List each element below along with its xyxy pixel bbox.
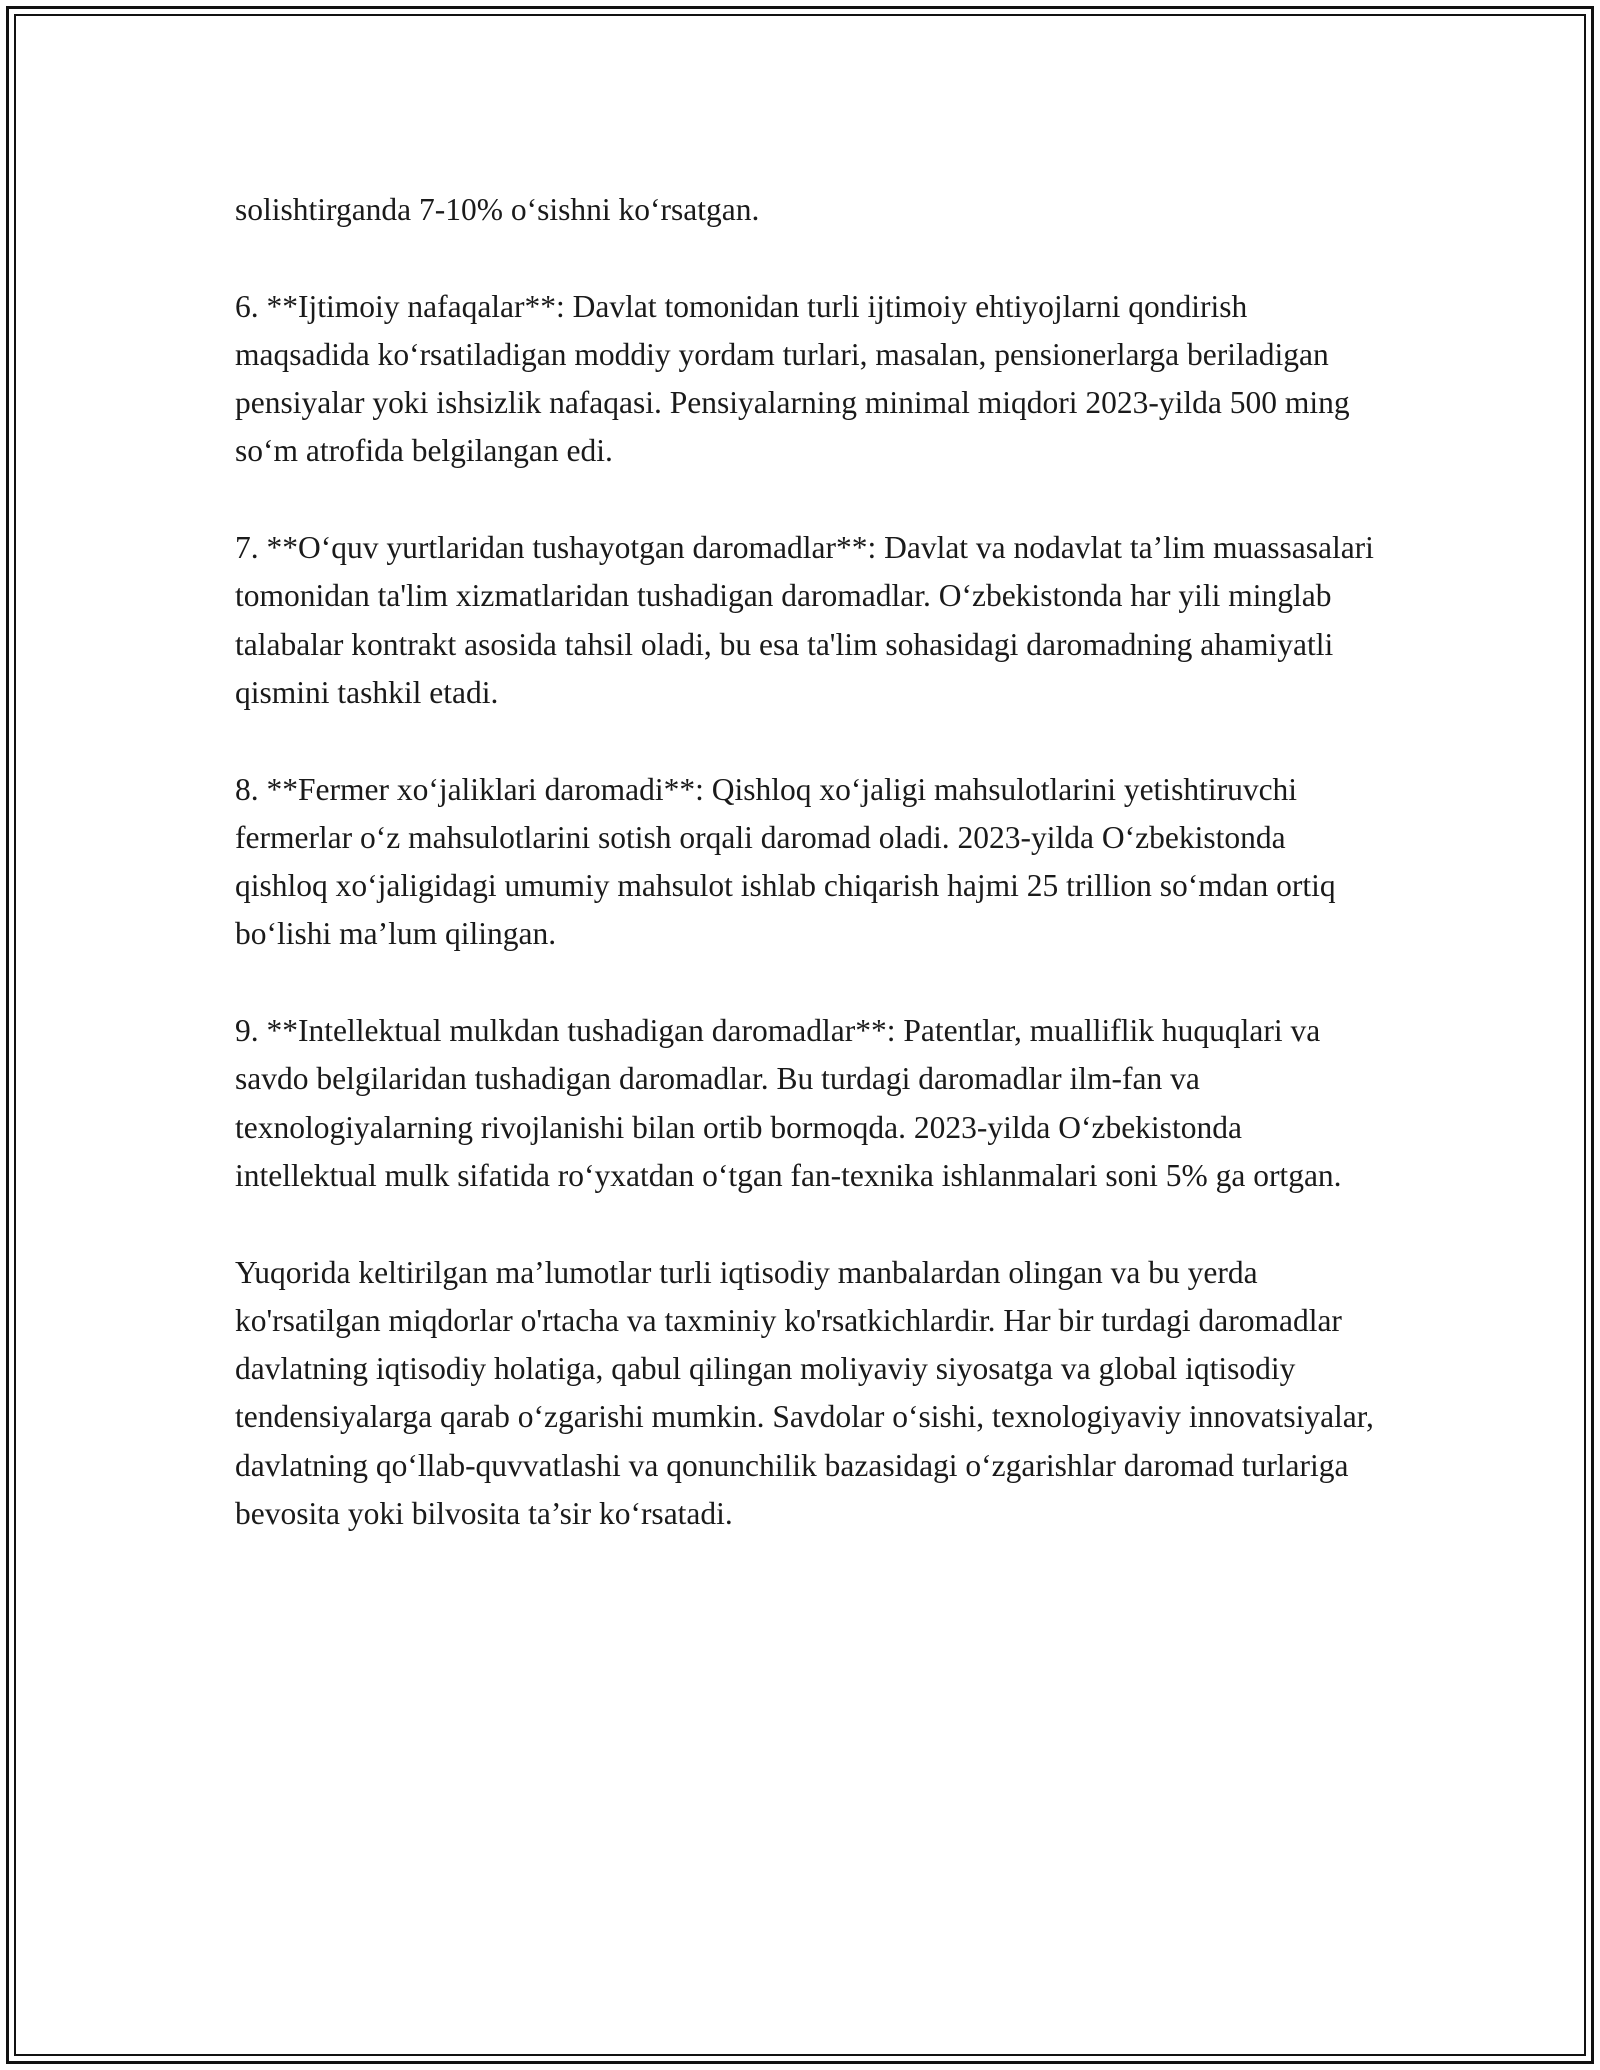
paragraph-conclusion: Yuqorida keltirilgan ma’lumotlar turli iqtisodiy manbalardan olingan va bu yerda ko'rsatilgan miqdorlar o'rtacha va taxminiy ko'rsatkichlardir. Har bir turdagi daromadlar davlatning iqtisodiy holatiga, qabul qilingan moliyaviy siyosatga va global iqtisodiy tendensiyalarga qarab o‘zgarishi mumkin. Savdolar o‘sishi, texnologiyaviy innovatsiyalar, davlatning qo‘llab-quvvatlashi va qonunchilik bazasidagi o‘zgarishlar daromad turlariga bevosita yoki bilvosita ta’sir ko‘rsatadi. [235, 1254, 1374, 1532]
paragraph-item-8-farm-income: 8. **Fermer xo‘jaliklari daromadi**: Qishloq xo‘jaligi mahsulotlarini yetishtiruvchi fermerlar o‘z mahsulotlarini sotish orqali daromad oladi. 2023-yilda O‘zbekistonda qishloq xo‘jaligidagi umumiy mahsulot ishlab chiqarish hajmi 25 trillion so‘mdan ortiq bo‘lishi ma’lum qilingan. [235, 771, 1336, 952]
paragraph-item-7-education-income: 7. **O‘quv yurtlaridan tushayotgan daromadlar**: Davlat va nodavlat ta’lim muassasalari tomonidan ta'lim xizmatlaridan tushadigan daromadlar. O‘zbekistonda har yili minglab talabalar kontrakt asosida tahsil oladi, bu esa ta'lim sohasidagi daromadning ahamiyatli qismini tashkil etadi. [235, 530, 1374, 710]
paragraph-item-9-intellectual-property: 9. **Intellektual mulkdan tushadigan daromadlar**: Patentlar, mualliflik huquqlari va savdo belgilaridan tushadigan daromadlar. Bu turdagi daromadlar ilm-fan va texnologiyalarning rivojlanishi bilan ortib bormoqda. 2023-yilda O‘zbekistonda intellektual mulk sifatida ro‘yxatdan o‘tgan fan-texnika ishlanmalari soni 5% ga ortgan. [235, 1013, 1342, 1193]
document-body [235, 186, 1385, 1587]
paragraph-item-6-social-benefits: 6. **Ijtimoiy nafaqalar**: Davlat tomonidan turli ijtimoiy ehtiyojlarni qondirish maqsadida ko‘rsatiladigan moddiy yordam turlari, masalan, pensionerlarga beriladigan pensiyalar yoki ishsizlik nafaqasi. Pensiyalarning minimal miqdori 2023-yilda 500 ming so‘m atrofida belgilangan edi. [235, 288, 1350, 469]
paragraph-continuation: solishtirganda 7-10% o‘sishni ko‘rsatgan. [235, 192, 760, 227]
